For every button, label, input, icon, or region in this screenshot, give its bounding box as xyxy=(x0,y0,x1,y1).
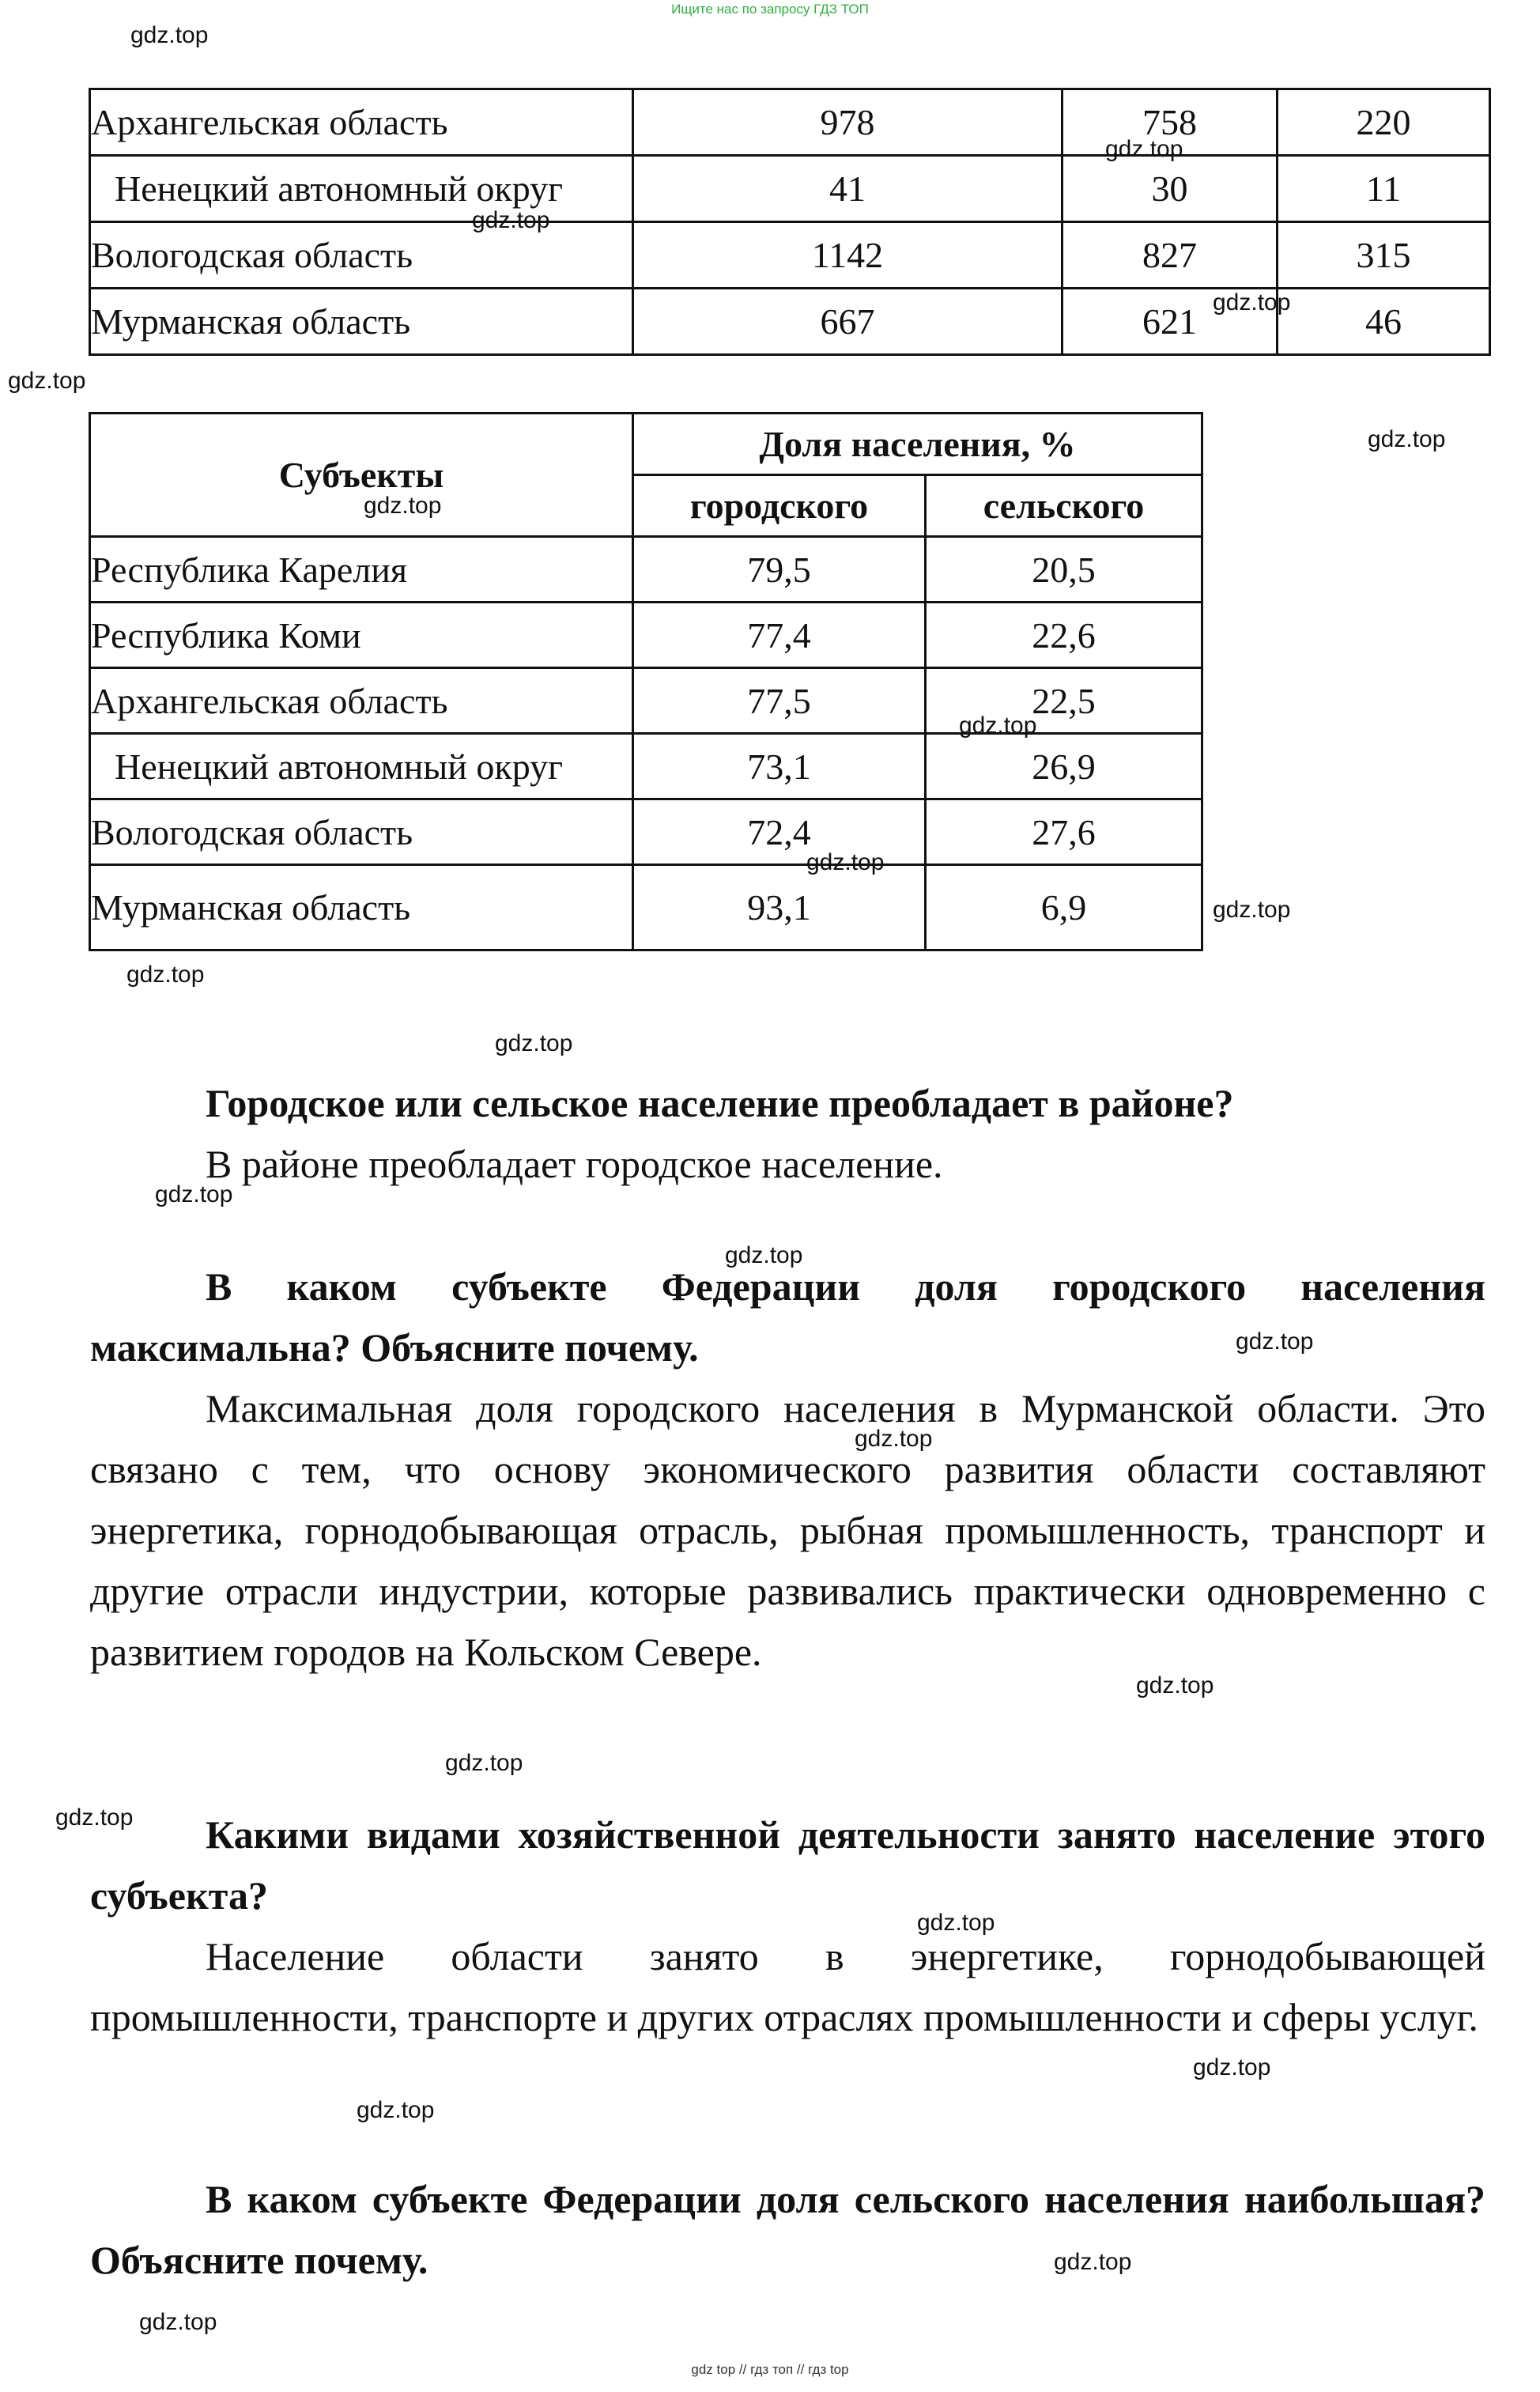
question-2: В каком субъекте Федерации доля городского населения максимальна? Объясните почему. xyxy=(90,1264,1485,1370)
watermark: gdz.top xyxy=(495,1030,573,1056)
watermark: gdz.top xyxy=(364,493,442,519)
subject-name: Вологодская область xyxy=(90,222,633,289)
rural-share: 26,9 xyxy=(926,734,1202,799)
rural-share: 20,5 xyxy=(926,537,1202,603)
watermark: gdz.top xyxy=(1236,1328,1314,1355)
watermark: gdz.top xyxy=(8,368,86,394)
table-row xyxy=(90,537,1202,603)
urban-share: 73,1 xyxy=(633,734,926,799)
watermark: gdz.top xyxy=(725,1242,803,1268)
table-row xyxy=(90,734,1202,799)
table-row xyxy=(90,156,1490,222)
subject-name: Мурманская область xyxy=(90,289,633,355)
subject-name: Республика Карелия xyxy=(90,537,633,603)
watermark: gdz.top xyxy=(55,1804,134,1831)
top-banner[interactable]: Ищите нас по запросу ГДЗ ТОП xyxy=(671,2,869,17)
question-4: В каком субъекте Федерации доля сельского населения наибольшая? Объясните почему. xyxy=(90,2177,1485,2282)
watermark: gdz.top xyxy=(1193,2054,1271,2080)
urban-value: 30 xyxy=(1063,156,1278,222)
rural-value: 315 xyxy=(1278,222,1490,289)
watermark: gdz.top xyxy=(126,962,205,988)
subject-name: Ненецкий автономный округ xyxy=(90,156,633,222)
subject-name: Вологодская область xyxy=(90,799,633,865)
subject-name: Ненецкий автономный округ xyxy=(90,734,633,799)
header-subjects: Субъекты xyxy=(90,414,633,537)
table-header-row xyxy=(90,414,1202,475)
rural-share: 22,6 xyxy=(926,603,1202,668)
table-row xyxy=(90,89,1490,156)
urban-share: 79,5 xyxy=(633,537,926,603)
urban-share: 72,4 xyxy=(633,799,926,865)
watermark: gdz.top xyxy=(917,1910,995,1936)
table-row xyxy=(90,222,1490,289)
watermark: gdz.top xyxy=(445,1750,523,1776)
watermark: gdz.top xyxy=(1105,136,1183,162)
table-row xyxy=(90,865,1202,950)
watermark: gdz.top xyxy=(472,207,550,233)
rural-share: 22,5 xyxy=(926,668,1202,734)
total-value: 41 xyxy=(633,156,1063,222)
subject-name: Республика Коми xyxy=(90,603,633,668)
footer: gdz top // гдз топ // гдз top xyxy=(691,2362,849,2377)
table-row xyxy=(90,603,1202,668)
answer-2: Максимальная доля городского населения в Мурманской области. Это связано с тем, что основу экономического развития области составляют энергетика, горнодобывающая отрасль, рыбная промышленность, транспорт и другие отрасли индустрии, которые развивались практически одновременно с развитием городов на Кольском Севере. xyxy=(90,1386,1485,1674)
watermark: gdz.top xyxy=(806,849,885,875)
watermark: gdz.top xyxy=(130,22,209,48)
watermark: gdz.top xyxy=(1136,1672,1214,1699)
table-row xyxy=(90,799,1202,865)
watermark: gdz.top xyxy=(357,2097,435,2123)
answer-1: В районе преобладает городское население. xyxy=(206,1142,943,1186)
header-rural: сельского xyxy=(926,475,1202,537)
rural-value: 220 xyxy=(1278,89,1490,156)
watermark: gdz.top xyxy=(1213,289,1291,316)
rural-value: 11 xyxy=(1278,156,1490,222)
question-1: Городское или сельское население преобладает в районе? xyxy=(206,1081,1234,1125)
urban-share: 77,5 xyxy=(633,668,926,734)
urban-share: 77,4 xyxy=(633,603,926,668)
subject-name: Архангельская область xyxy=(90,668,633,734)
watermark: gdz.top xyxy=(139,2309,217,2335)
header-population-share: Доля населения, % xyxy=(633,414,1202,475)
watermark: gdz.top xyxy=(1213,897,1291,923)
subject-name: Архангельская область xyxy=(90,89,633,156)
total-value: 1142 xyxy=(633,222,1063,289)
header-urban: городского xyxy=(633,475,926,537)
total-value: 667 xyxy=(633,289,1063,355)
total-value: 978 xyxy=(633,89,1063,156)
watermark: gdz.top xyxy=(855,1426,933,1452)
urban-value: 758 xyxy=(1063,89,1278,156)
watermark: gdz.top xyxy=(1054,2249,1132,2275)
question-3: Какими видами хозяйственной деятельности занято население этого субъекта? xyxy=(90,1812,1485,1918)
watermark: gdz.top xyxy=(959,712,1037,739)
population-share-table xyxy=(89,412,1203,951)
urban-share: 93,1 xyxy=(633,865,926,950)
rural-value: 46 xyxy=(1278,289,1490,355)
rural-share: 6,9 xyxy=(926,865,1202,950)
rural-share: 27,6 xyxy=(926,799,1202,865)
answer-3: Население области занято в энергетике, горнодобывающей промышленности, транспорте и других отраслях промышленности и сферы услуг. xyxy=(90,1934,1485,2039)
watermark: gdz.top xyxy=(155,1181,233,1207)
urban-value: 621 xyxy=(1063,289,1278,355)
urban-value: 827 xyxy=(1063,222,1278,289)
subject-name: Мурманская область xyxy=(90,865,633,950)
watermark: gdz.top xyxy=(1368,426,1446,452)
